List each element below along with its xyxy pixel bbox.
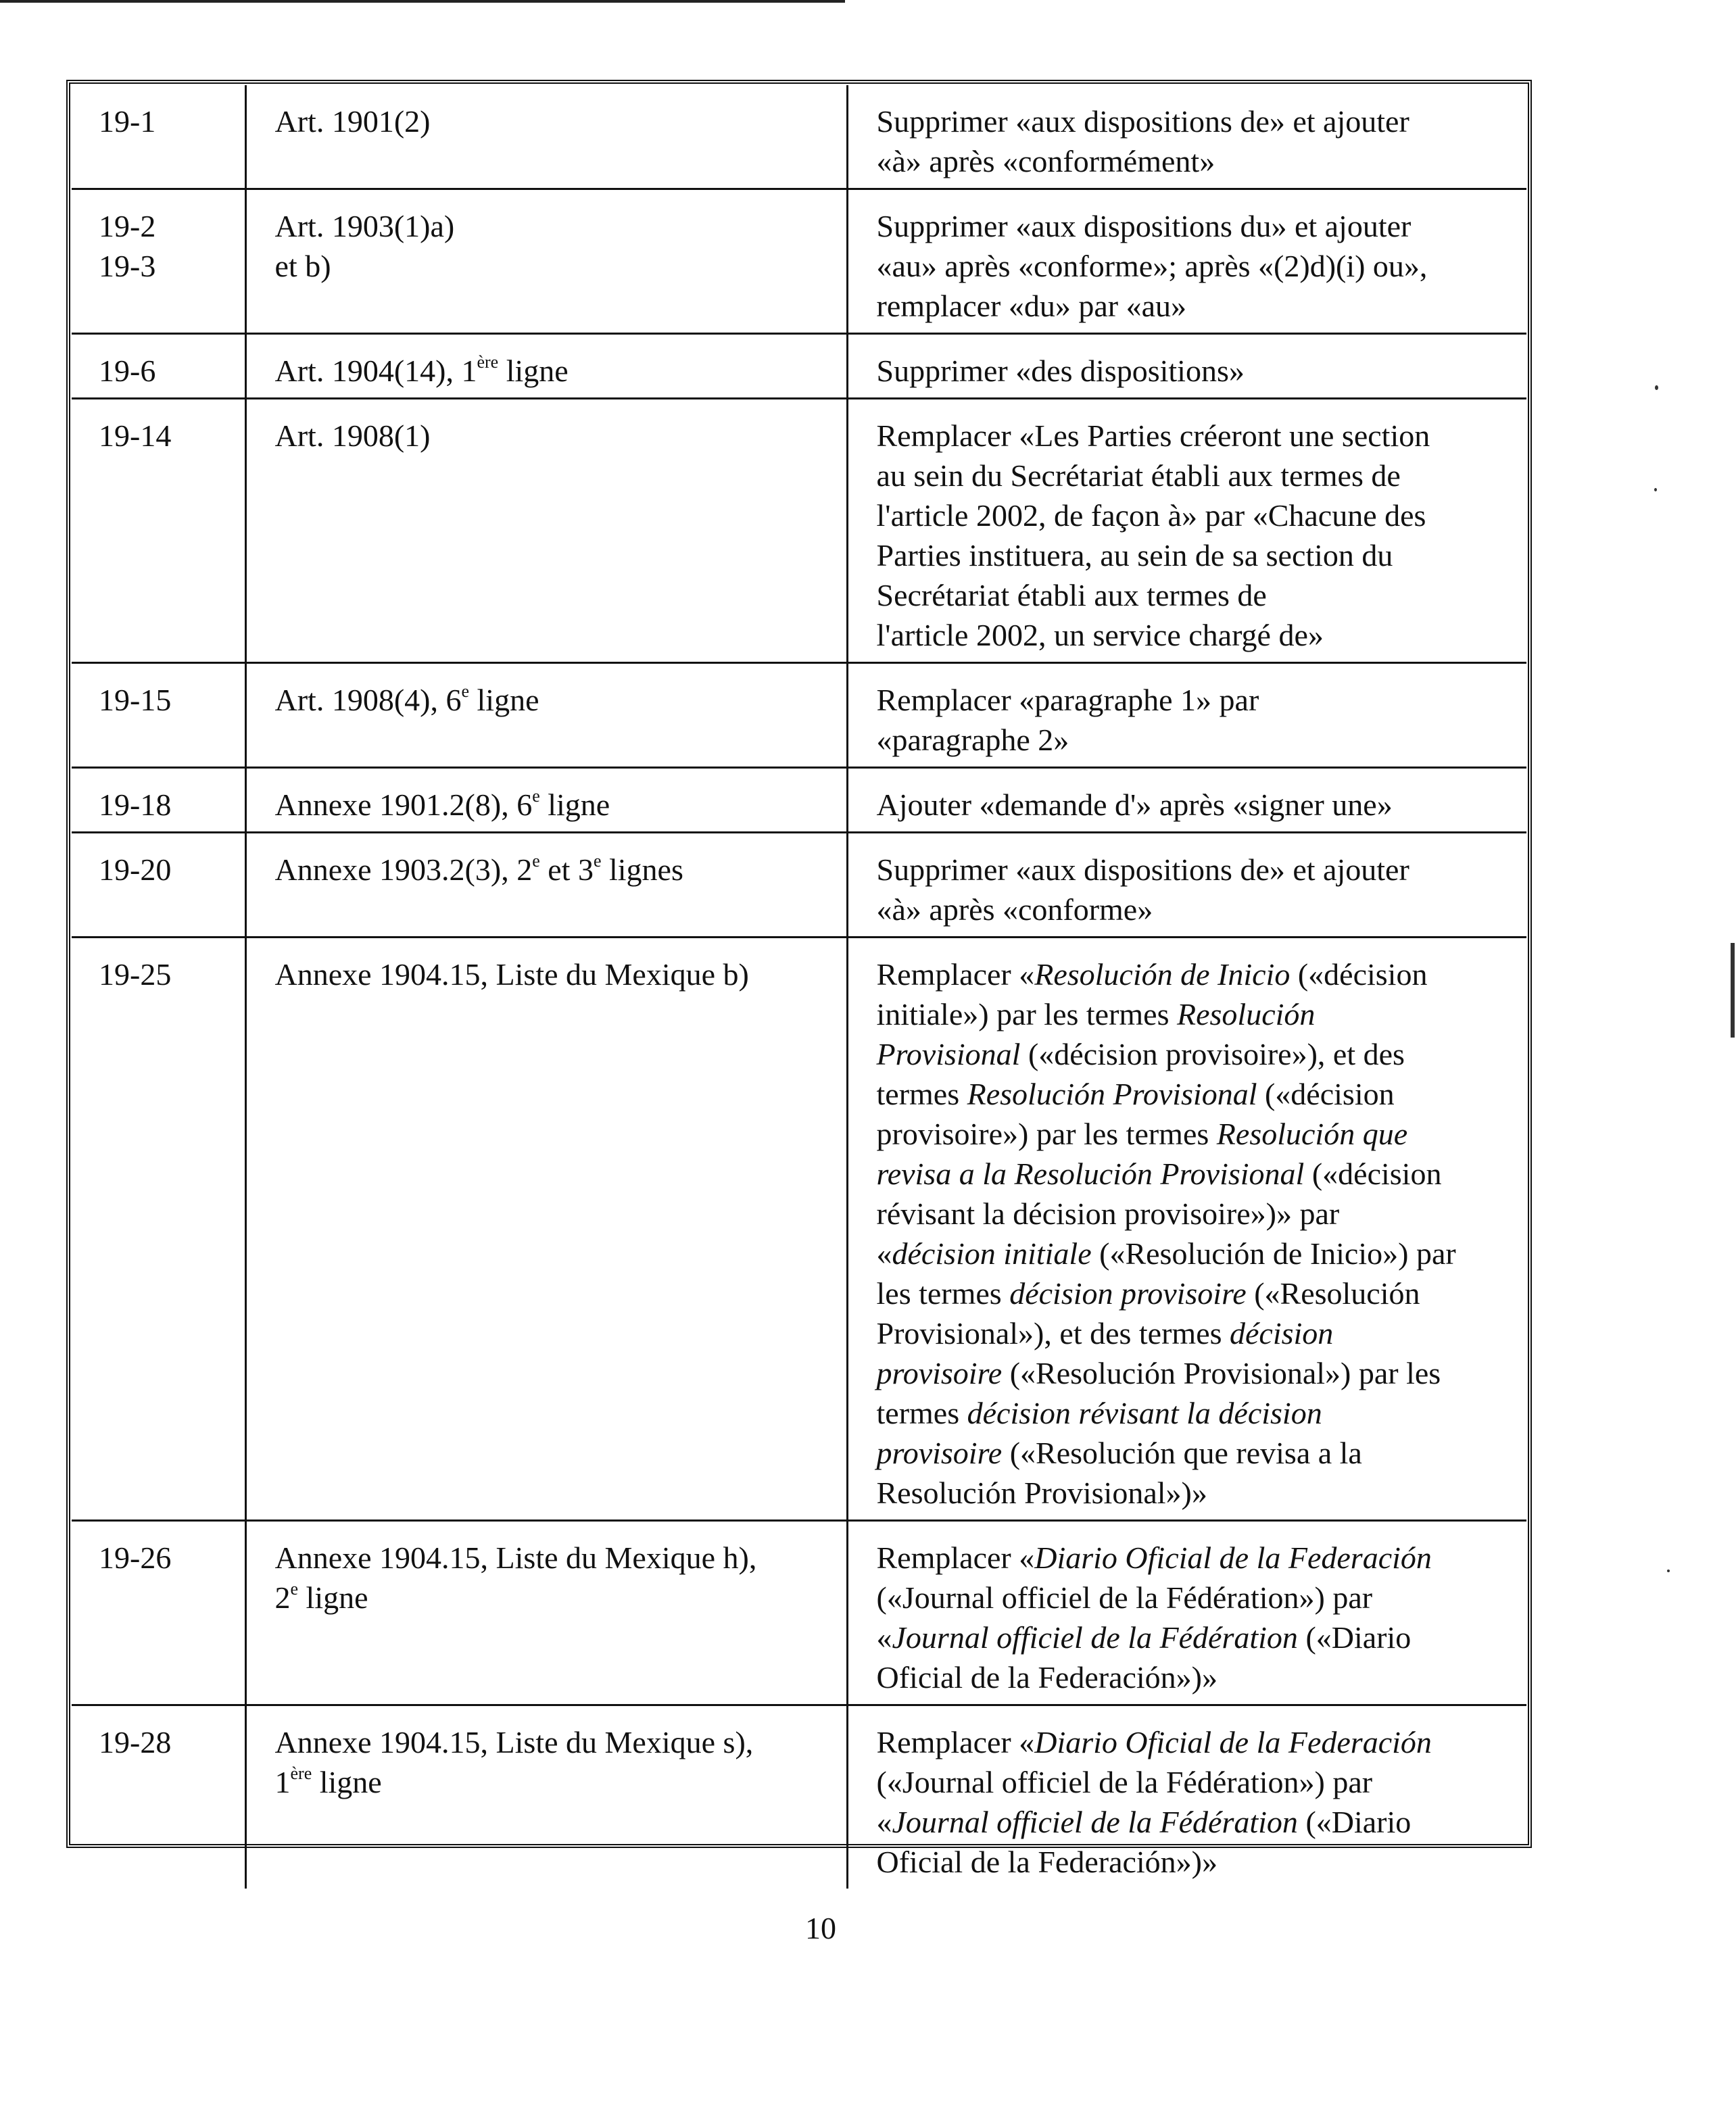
scan-speck bbox=[1655, 385, 1658, 390]
amendment-code: 19-25 bbox=[72, 938, 245, 1521]
italic-term: Journal officiel de la Fédération bbox=[892, 1805, 1298, 1839]
reference-text: et 3 bbox=[539, 852, 594, 887]
amendments-table bbox=[72, 85, 1526, 1889]
description-text: («décision provisoire»), et des termes bbox=[876, 1037, 1405, 1111]
reference-text: ligne bbox=[469, 683, 539, 717]
description-text: («Diario Oficial de la Federación»)» bbox=[876, 1805, 1412, 1879]
italic-term: Resolución de Inicio bbox=[1034, 957, 1291, 992]
description-text: («décision provisoire») par les termes bbox=[876, 1077, 1395, 1151]
italic-term: Diario Oficial de la Federación bbox=[1034, 1540, 1432, 1575]
article-reference: Annexe 1904.15, Liste du Mexique b) bbox=[245, 938, 847, 1521]
change-description: Remplacer «paragraphe 1» par «paragraphe 2» bbox=[847, 663, 1526, 768]
article-reference bbox=[245, 768, 847, 833]
change-description: Supprimer «aux dispositions de» et ajouter «à» après «conforme» bbox=[847, 833, 1526, 938]
amendment-code: 19-20 bbox=[72, 833, 245, 938]
article-reference: Art. 1908(1) bbox=[245, 399, 847, 663]
ordinal-superscript: e bbox=[532, 851, 540, 871]
change-description: Ajouter «demande d'» après «signer une» bbox=[847, 768, 1526, 833]
italic-term: Diario Oficial de la Federación bbox=[1034, 1725, 1432, 1759]
description-text: («Resolución Provisional») par les termes bbox=[876, 1356, 1441, 1430]
amendment-code: 19-1 bbox=[72, 85, 245, 189]
reference-text: Annexe 1904.15, Liste du Mexique h), 2 bbox=[274, 1540, 757, 1615]
reference-text: ligne bbox=[312, 1765, 382, 1799]
article-reference bbox=[245, 334, 847, 399]
description-text: («Resolución Provisional»), et des termes bbox=[876, 1276, 1420, 1351]
change-description bbox=[847, 938, 1526, 1521]
ordinal-superscript: e bbox=[532, 786, 540, 806]
amendment-code: 19-26 bbox=[72, 1521, 245, 1705]
table-row bbox=[72, 85, 1526, 189]
scan-edge-mark bbox=[1731, 943, 1735, 1038]
reference-text: Annexe 1904.15, Liste du Mexique s), 1 bbox=[274, 1725, 754, 1799]
reference-text: Art. 1904(14), 1 bbox=[274, 354, 477, 388]
table-row bbox=[72, 334, 1526, 399]
description-text: («Journal officiel de la Fédération») par « bbox=[876, 1580, 1373, 1655]
description-text: Remplacer « bbox=[876, 957, 1035, 992]
reference-text: Annexe 1901.2(8), 6 bbox=[274, 787, 533, 822]
description-text: («Diario Oficial de la Federación»)» bbox=[876, 1620, 1412, 1695]
article-reference: Art. 1901(2) bbox=[245, 85, 847, 189]
table-row bbox=[72, 663, 1526, 768]
ordinal-superscript: e bbox=[290, 1579, 299, 1599]
table-row bbox=[72, 1521, 1526, 1705]
ordinal-superscript: e bbox=[593, 851, 602, 871]
reference-text: ligne bbox=[298, 1580, 368, 1615]
page-number: 10 bbox=[805, 1911, 836, 1945]
description-text: («décision initiale») par les termes bbox=[876, 957, 1428, 1031]
description-text: («Resolución de Inicio») par les termes bbox=[876, 1236, 1456, 1311]
article-reference: Art. 1903(1)a) et b) bbox=[245, 189, 847, 334]
ordinal-superscript: ère bbox=[290, 1764, 312, 1783]
table-row bbox=[72, 938, 1526, 1521]
amendment-code: 19-18 bbox=[72, 768, 245, 833]
change-description bbox=[847, 1521, 1526, 1705]
change-description: Supprimer «des dispositions» bbox=[847, 334, 1526, 399]
description-text: Remplacer « bbox=[876, 1725, 1035, 1759]
change-description: Supprimer «aux dispositions de» et ajouter «à» après «conformément» bbox=[847, 85, 1526, 189]
article-reference bbox=[245, 1521, 847, 1705]
description-text: («Resolución que revisa a la Resolución Provisional»)» bbox=[876, 1436, 1362, 1510]
italic-term: décision révisant la décision provisoire bbox=[876, 1396, 1322, 1470]
reference-text: Annexe 1903.2(3), 2 bbox=[274, 852, 533, 887]
article-reference bbox=[245, 833, 847, 938]
article-reference bbox=[245, 663, 847, 768]
amendment-code: 19-2 19-3 bbox=[72, 189, 245, 334]
change-description: Supprimer «aux dispositions du» et ajouter «au» après «conforme»; après «(2)d)(i) ou», remplacer «du» par «au» bbox=[847, 189, 1526, 334]
table-row bbox=[72, 1705, 1526, 1889]
table-row bbox=[72, 833, 1526, 938]
italic-term: Resolución Provisional bbox=[876, 997, 1316, 1071]
article-reference bbox=[245, 1705, 847, 1889]
italic-term: Resolución Provisional bbox=[967, 1077, 1257, 1111]
italic-term: Journal officiel de la Fédération bbox=[892, 1620, 1298, 1655]
table-row bbox=[72, 768, 1526, 833]
description-text: («décision révisant la décision provisoire»)» par « bbox=[876, 1157, 1442, 1271]
italic-term: décision provisoire bbox=[1009, 1276, 1247, 1311]
amendment-code: 19-6 bbox=[72, 334, 245, 399]
reference-text: Art. 1908(4), 6 bbox=[274, 683, 462, 717]
italic-term: décision initiale bbox=[892, 1236, 1092, 1271]
change-description: Remplacer «Les Parties créeront une section au sein du Secrétariat établi aux termes de l'article 2002, de façon à» par «Chacune des Parties instituera, au sein de sa section du Secrétariat établi aux termes de l'article 2002, un service chargé de» bbox=[847, 399, 1526, 663]
table-row bbox=[72, 399, 1526, 663]
scan-speck bbox=[1667, 1570, 1670, 1572]
description-text: («Journal officiel de la Fédération») par « bbox=[876, 1765, 1373, 1839]
reference-text: ligne bbox=[539, 787, 610, 822]
table-row bbox=[72, 189, 1526, 334]
ordinal-superscript: e bbox=[461, 681, 470, 701]
amendment-code: 19-28 bbox=[72, 1705, 245, 1889]
scan-speck bbox=[1654, 488, 1657, 491]
amendment-code: 19-15 bbox=[72, 663, 245, 768]
reference-text: lignes bbox=[601, 852, 683, 887]
ordinal-superscript: ère bbox=[477, 352, 499, 372]
reference-text: ligne bbox=[498, 354, 569, 388]
amendment-code: 19-14 bbox=[72, 399, 245, 663]
italic-term: décision provisoire bbox=[876, 1316, 1334, 1390]
description-text: Remplacer « bbox=[876, 1540, 1035, 1575]
italic-term: Resolución que revisa a la Resolución Provisional bbox=[876, 1117, 1408, 1191]
top-rule bbox=[0, 0, 845, 3]
amendments-table-body bbox=[72, 85, 1526, 1889]
change-description bbox=[847, 1705, 1526, 1889]
